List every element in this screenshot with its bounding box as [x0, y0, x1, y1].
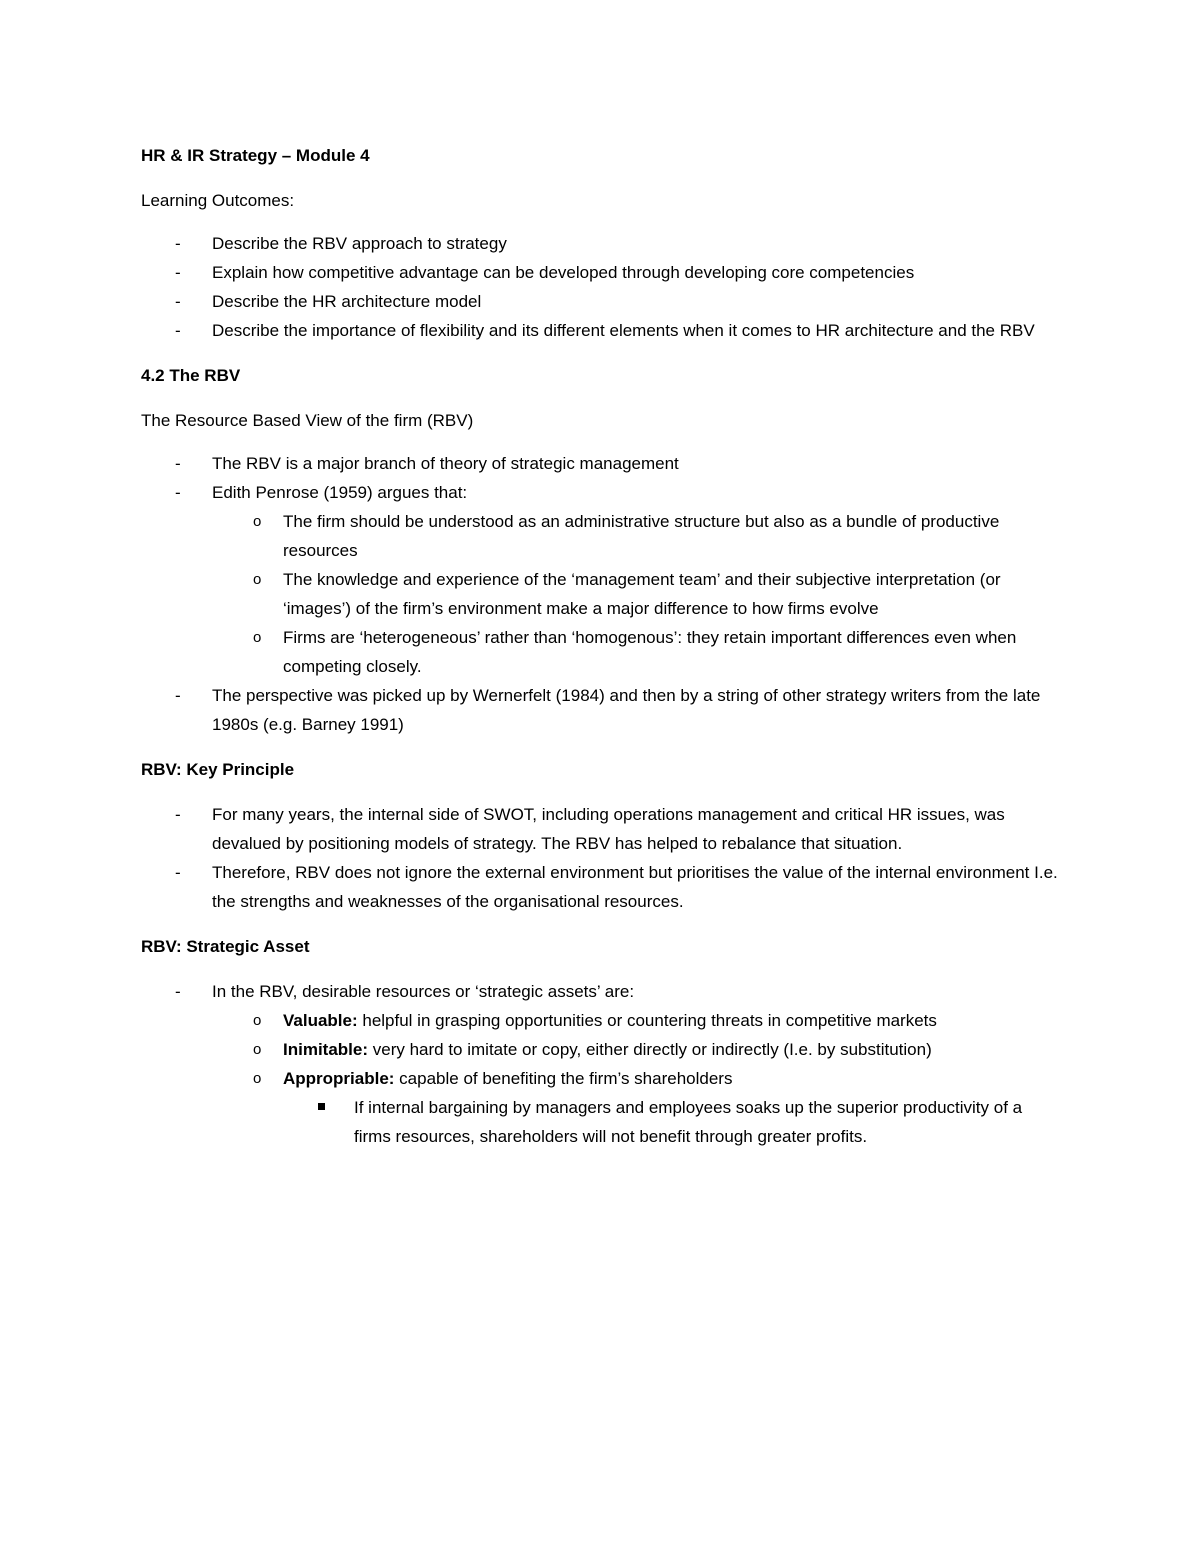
- list-item-text: Describe the importance of flexibility and its different elements when it comes to HR architecture and the RBV: [212, 321, 1035, 340]
- sub-list-item: [212, 565, 1061, 623]
- dash-marker: -: [175, 321, 181, 340]
- list-item-text: The RBV is a major branch of theory of strategic management: [212, 454, 679, 473]
- sub-list-item-text: The firm should be understood as an administrative structure but also as a bundle of productive resources: [283, 512, 1000, 560]
- circle-marker: o: [253, 1012, 262, 1029]
- square-bullet-icon: [318, 1103, 325, 1110]
- dash-marker: -: [175, 805, 181, 824]
- asset-description: very hard to imitate or copy, either directly or indirectly (I.e. by substitution): [368, 1040, 932, 1059]
- asset-description: capable of benefiting the firm’s shareholders: [394, 1069, 733, 1088]
- penrose-sublist: [212, 507, 1061, 681]
- dash-marker: -: [175, 454, 181, 473]
- section-heading-rbv: 4.2 The RBV: [141, 366, 241, 385]
- list-item-text: Therefore, RBV does not ignore the external environment but prioritises the value of the internal environment I.e. the strengths and weaknesses of the organisational resources.: [212, 863, 1058, 911]
- list-item: [141, 229, 1061, 258]
- learning-outcomes-label: Learning Outcomes:: [141, 191, 295, 210]
- section-heading-strategic-asset: RBV: Strategic Asset: [141, 937, 310, 956]
- document-title: HR & IR Strategy – Module 4: [141, 146, 370, 165]
- list-item: [141, 681, 1061, 739]
- sub-list-item: [212, 1035, 1061, 1064]
- dash-marker: -: [175, 292, 181, 311]
- list-item: [141, 800, 1061, 858]
- list-item-text: Describe the HR architecture model: [212, 292, 482, 311]
- sub-list-item-text: The knowledge and experience of the ‘management team’ and their subjective interpretation (or ‘images’) of the firm’s environment make a major difference to how firms evolve: [283, 570, 1001, 618]
- sub-list-item-text: Firms are ‘heterogeneous’ rather than ‘homogenous’: they retain important differences even when competing closely.: [283, 628, 1017, 676]
- list-item-text: For many years, the internal side of SWOT, including operations management and critical HR issues, was devalued by positioning models of strategy. The RBV has helped to rebalance that situation.: [212, 805, 1005, 853]
- rbv-list: [141, 449, 1061, 739]
- sub-sub-list-item-text: If internal bargaining by managers and employees soaks up the superior productivity of a firms resources, shareholders will not benefit through greater profits.: [354, 1098, 1023, 1146]
- learning-outcomes-list: [141, 229, 1061, 345]
- strategic-asset-list: [141, 977, 1061, 1151]
- dash-marker: -: [175, 686, 181, 705]
- dash-marker: -: [175, 982, 181, 1001]
- asset-description: helpful in grasping opportunities or countering threats in competitive markets: [357, 1011, 937, 1030]
- circle-marker: o: [253, 1041, 262, 1058]
- circle-marker: o: [253, 513, 262, 530]
- list-item: [141, 287, 1061, 316]
- sub-list-item: [212, 1064, 1061, 1151]
- circle-marker: o: [253, 629, 262, 646]
- asset-term: Valuable:: [283, 1011, 358, 1030]
- list-item-text: Edith Penrose (1959) argues that:: [212, 483, 468, 502]
- rbv-intro: The Resource Based View of the firm (RBV): [141, 411, 474, 430]
- key-principle-list: [141, 800, 1061, 916]
- circle-marker: o: [253, 571, 262, 588]
- list-item: [141, 858, 1061, 916]
- asset-term: Appropriable:: [283, 1069, 395, 1088]
- list-item: [141, 478, 1061, 681]
- section-heading-key-principle: RBV: Key Principle: [141, 760, 295, 779]
- dash-marker: -: [175, 263, 181, 282]
- sub-sub-list-item: [283, 1093, 1061, 1151]
- list-item-text: In the RBV, desirable resources or ‘strategic assets’ are:: [212, 982, 635, 1001]
- list-item: [141, 449, 1061, 478]
- list-item: [141, 316, 1061, 345]
- list-item-text: The perspective was picked up by Wernerfelt (1984) and then by a string of other strategy writers from the late 1980s (e.g. Barney 1991): [212, 686, 1041, 734]
- sub-list-item: [212, 1006, 1061, 1035]
- list-item: [141, 977, 1061, 1151]
- dash-marker: -: [175, 483, 181, 502]
- document-page: [141, 141, 1061, 1167]
- circle-marker: o: [253, 1070, 262, 1087]
- sub-list-item: [212, 507, 1061, 565]
- appropriable-sublist: [283, 1093, 1061, 1151]
- list-item-text: Explain how competitive advantage can be developed through developing core competencies: [212, 263, 915, 282]
- assets-sublist: [212, 1006, 1061, 1151]
- dash-marker: -: [175, 863, 181, 882]
- dash-marker: -: [175, 234, 181, 253]
- list-item-text: Describe the RBV approach to strategy: [212, 234, 507, 253]
- list-item: [141, 258, 1061, 287]
- asset-term: Inimitable:: [283, 1040, 369, 1059]
- sub-list-item: [212, 623, 1061, 681]
